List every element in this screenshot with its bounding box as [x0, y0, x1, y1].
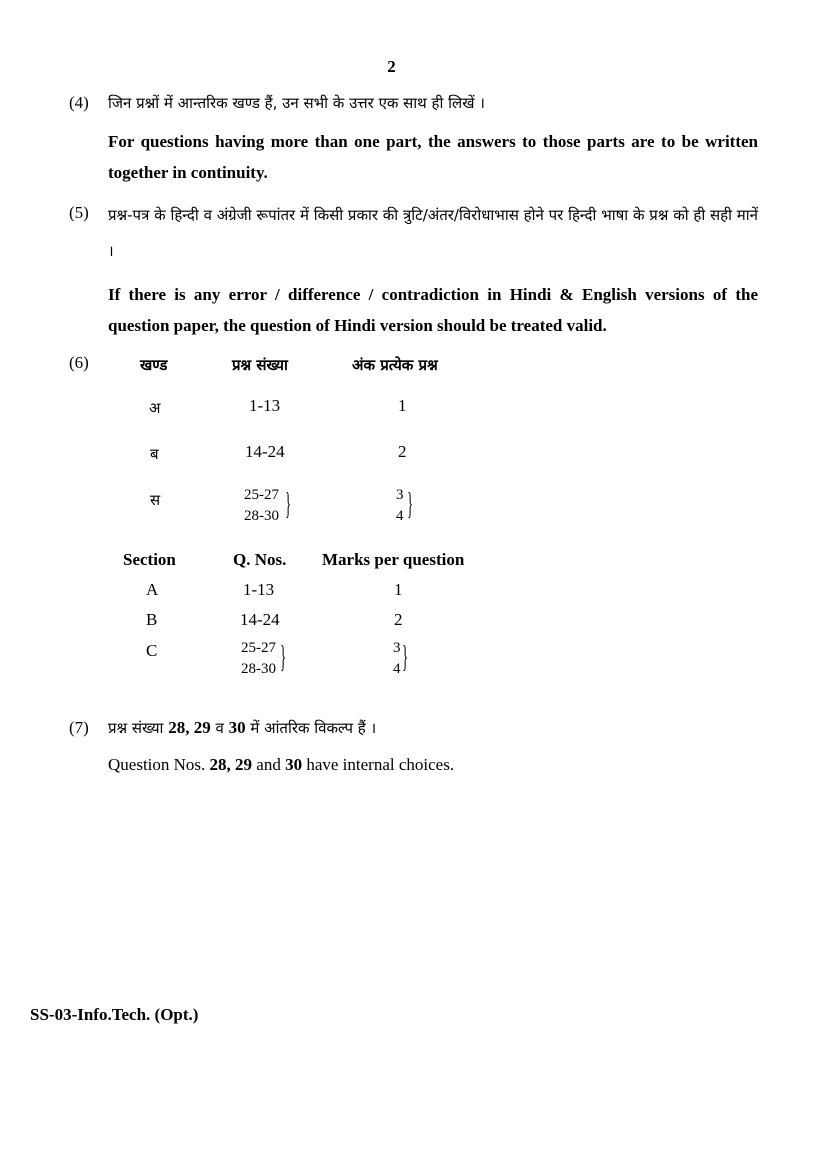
hindi-row-1-marks: 1 [398, 396, 407, 415]
hindi-row-1-section: अ [149, 399, 161, 417]
footer-paper-code: SS-03-Info.Tech. (Opt.) [30, 1005, 199, 1024]
english-row-3-marks-b: 4 [393, 661, 401, 677]
page-number: 2 [387, 57, 396, 76]
english-row-3-marks-brace: } [402, 638, 409, 674]
item-7-hindi: प्रश्न संख्या 28, 29 व 30 में आंतरिक विकल्प हैं । [108, 718, 377, 737]
english-row-1-marks: 1 [394, 580, 403, 599]
english-row-2-marks: 2 [394, 610, 403, 629]
item-7-number: (7) [69, 718, 89, 737]
hindi-row-3-qnos-a: 25-27 [244, 487, 279, 503]
english-row-3-qnos-brace: } [280, 638, 287, 674]
english-header-marks: Marks per question [322, 550, 465, 569]
english-row-3-qnos-b: 28-30 [241, 661, 276, 677]
item-5-number: (5) [69, 203, 89, 222]
english-header-section: Section [123, 550, 176, 569]
hindi-header-section: खण्ड [140, 356, 168, 374]
hindi-row-1-qnos: 1-13 [249, 396, 281, 415]
item-4-number: (4) [69, 93, 89, 112]
item-6-number: (6) [69, 353, 89, 372]
hindi-header-marks: अंक प्रत्येक प्रश्न [352, 356, 438, 374]
hindi-row-3-marks-b: 4 [396, 508, 404, 524]
item-4-hindi: जिन प्रश्नों में आन्तरिक खण्ड हैं, उन सभी के उत्तर एक साथ ही लिखें । [108, 94, 485, 112]
english-row-3-qnos-a: 25-27 [241, 640, 276, 656]
item-7-english: Question Nos. 28, 29 and 30 have internal choices. [108, 755, 455, 774]
english-row-3-section: C [146, 641, 158, 660]
hindi-row-3-marks-brace: } [407, 485, 414, 521]
english-row-3-marks-a: 3 [393, 640, 401, 656]
hindi-row-2-marks: 2 [398, 442, 407, 461]
hindi-row-2-section: ब [150, 445, 159, 463]
hindi-row-2-qnos: 14-24 [245, 442, 285, 461]
english-row-1-section: A [146, 580, 159, 599]
english-row-2-qnos: 14-24 [240, 610, 280, 629]
item-5-english: If there is any error / difference / contradiction in Hindi & English versions of the question paper, the question of Hindi version should be treated valid. [108, 285, 758, 335]
english-row-2-section: B [146, 610, 158, 629]
english-header-qnos: Q. Nos. [233, 550, 287, 569]
hindi-row-3-qnos-brace: } [285, 485, 292, 521]
item-4-english: For questions having more than one part, the answers to those parts are to be written together in continuity. [108, 132, 758, 182]
english-row-1-qnos: 1-13 [243, 580, 275, 599]
hindi-row-3-qnos-b: 28-30 [244, 508, 279, 524]
hindi-header-qnos: प्रश्न संख्या [232, 356, 288, 374]
item-5-hindi: प्रश्न-पत्र के हिन्दी व अंग्रेजी रूपांतर में किसी प्रकार की त्रुटि/अंतर/विरोधाभास होने पर हिन्दी भाषा के प्रश्न को ही सही मानें । [108, 206, 758, 260]
hindi-row-3-section: स [150, 491, 161, 509]
hindi-row-3-marks-a: 3 [396, 487, 404, 503]
